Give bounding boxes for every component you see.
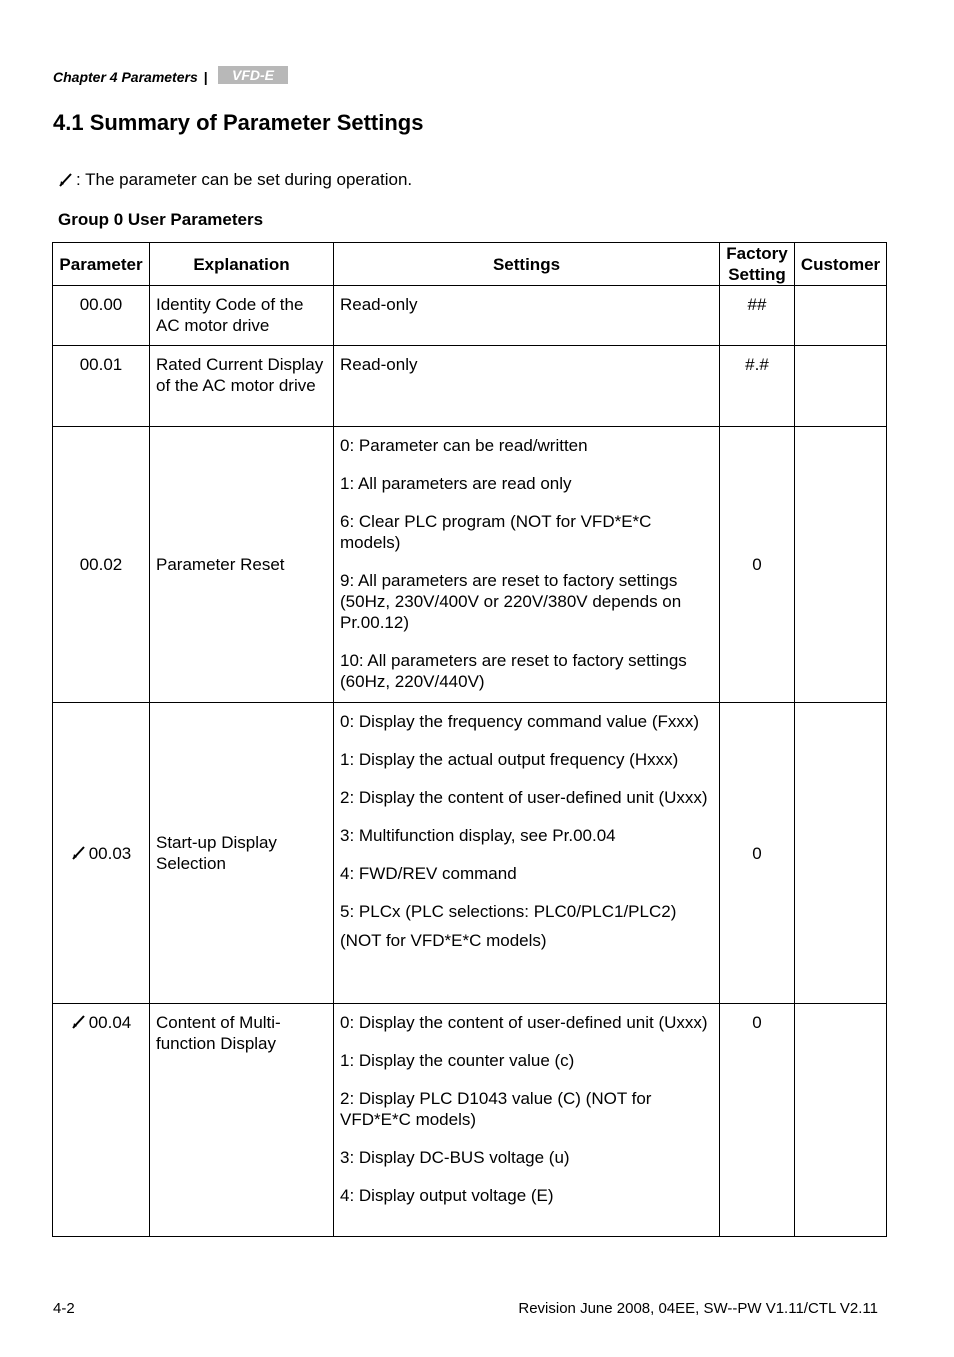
param-customer xyxy=(795,1004,887,1237)
param-explanation: Content of Multi-function Display xyxy=(150,1004,334,1237)
vfd-e-logo xyxy=(218,66,288,89)
param-code: 00.03 xyxy=(53,703,150,1004)
param-factory: ## xyxy=(720,286,795,346)
page-number: 4-2 xyxy=(53,1300,75,1317)
page-header xyxy=(53,66,288,88)
param-settings: Read-only xyxy=(334,286,720,346)
param-settings: Read-only xyxy=(334,346,720,427)
param-factory: #.# xyxy=(720,346,795,427)
header-parameter: Parameter xyxy=(53,243,150,286)
param-explanation: Parameter Reset xyxy=(150,427,334,703)
param-code: 00.00 xyxy=(53,286,150,346)
table-row xyxy=(53,286,887,346)
param-customer xyxy=(795,427,887,703)
param-code: 00.02 xyxy=(53,427,150,703)
group-title: Group 0 User Parameters xyxy=(58,210,264,229)
param-settings: 0: Parameter can be read/written 1: All parameters are read only 6: Clear PLC program (NOT for VFD*E*C models) 9: All parameters are reset to factory settings (50Hz, 230V/400V or 220V/380V depends on Pr.00.12) 10: All parameters are reset to factory settings (60Hz, 220V/440V) xyxy=(334,427,720,703)
header-settings: Settings xyxy=(334,243,720,286)
param-explanation: Identity Code of the AC motor drive xyxy=(150,286,334,346)
chapter-label: Chapter 4 Parameters xyxy=(53,69,198,85)
table-row xyxy=(53,1004,887,1237)
param-factory: 0 xyxy=(720,427,795,703)
param-customer xyxy=(795,703,887,1004)
param-factory: 0 xyxy=(720,703,795,1004)
pen-icon xyxy=(58,172,73,188)
table-row xyxy=(53,346,887,427)
param-customer xyxy=(795,286,887,346)
param-factory: 0 xyxy=(720,1004,795,1237)
param-settings: 0: Display the content of user-defined unit (Uxxx) 1: Display the counter value (c) 2: Display PLC D1043 value (C) (NOT for VFD*E*C models) 3: Display DC-BUS voltage (u) 4: Display output voltage (E) xyxy=(334,1004,720,1237)
pen-icon xyxy=(71,1014,86,1030)
table-row xyxy=(53,427,887,703)
pen-icon xyxy=(71,845,86,861)
header-explanation: Explanation xyxy=(150,243,334,286)
param-code: 00.01 xyxy=(53,346,150,427)
section-title: 4.1 Summary of Parameter Settings xyxy=(53,110,424,135)
svg-text:VFD-E: VFD-E xyxy=(231,66,274,83)
param-settings: 0: Display the frequency command value (Fxxx) 1: Display the actual output frequency (Hxxx) 2: Display the content of user-defined unit (Uxxx) 3: Multifunction display, see Pr.00.04 4: FWD/REV command 5: PLCx (PLC selections: PLC0/PLC1/PLC2) (NOT for VFD*E*C models) xyxy=(334,703,720,1004)
param-explanation: Rated Current Display of the AC motor drive xyxy=(150,346,334,427)
note xyxy=(58,170,412,190)
param-customer xyxy=(795,346,887,427)
param-code: 00.04 xyxy=(53,1004,150,1237)
table-row xyxy=(53,703,887,1004)
header-factory-setting: Factory Setting xyxy=(720,243,795,286)
header-separator: | xyxy=(203,69,208,85)
table-header-row xyxy=(53,243,887,286)
parameter-table xyxy=(52,242,887,1237)
param-explanation: Start-up Display Selection xyxy=(150,703,334,1004)
revision-info: Revision June 2008, 04EE, SW--PW V1.11/CTL V2.11 xyxy=(518,1300,878,1317)
header-customer: Customer xyxy=(795,243,887,286)
note-text: : The parameter can be set during operation. xyxy=(76,170,413,189)
